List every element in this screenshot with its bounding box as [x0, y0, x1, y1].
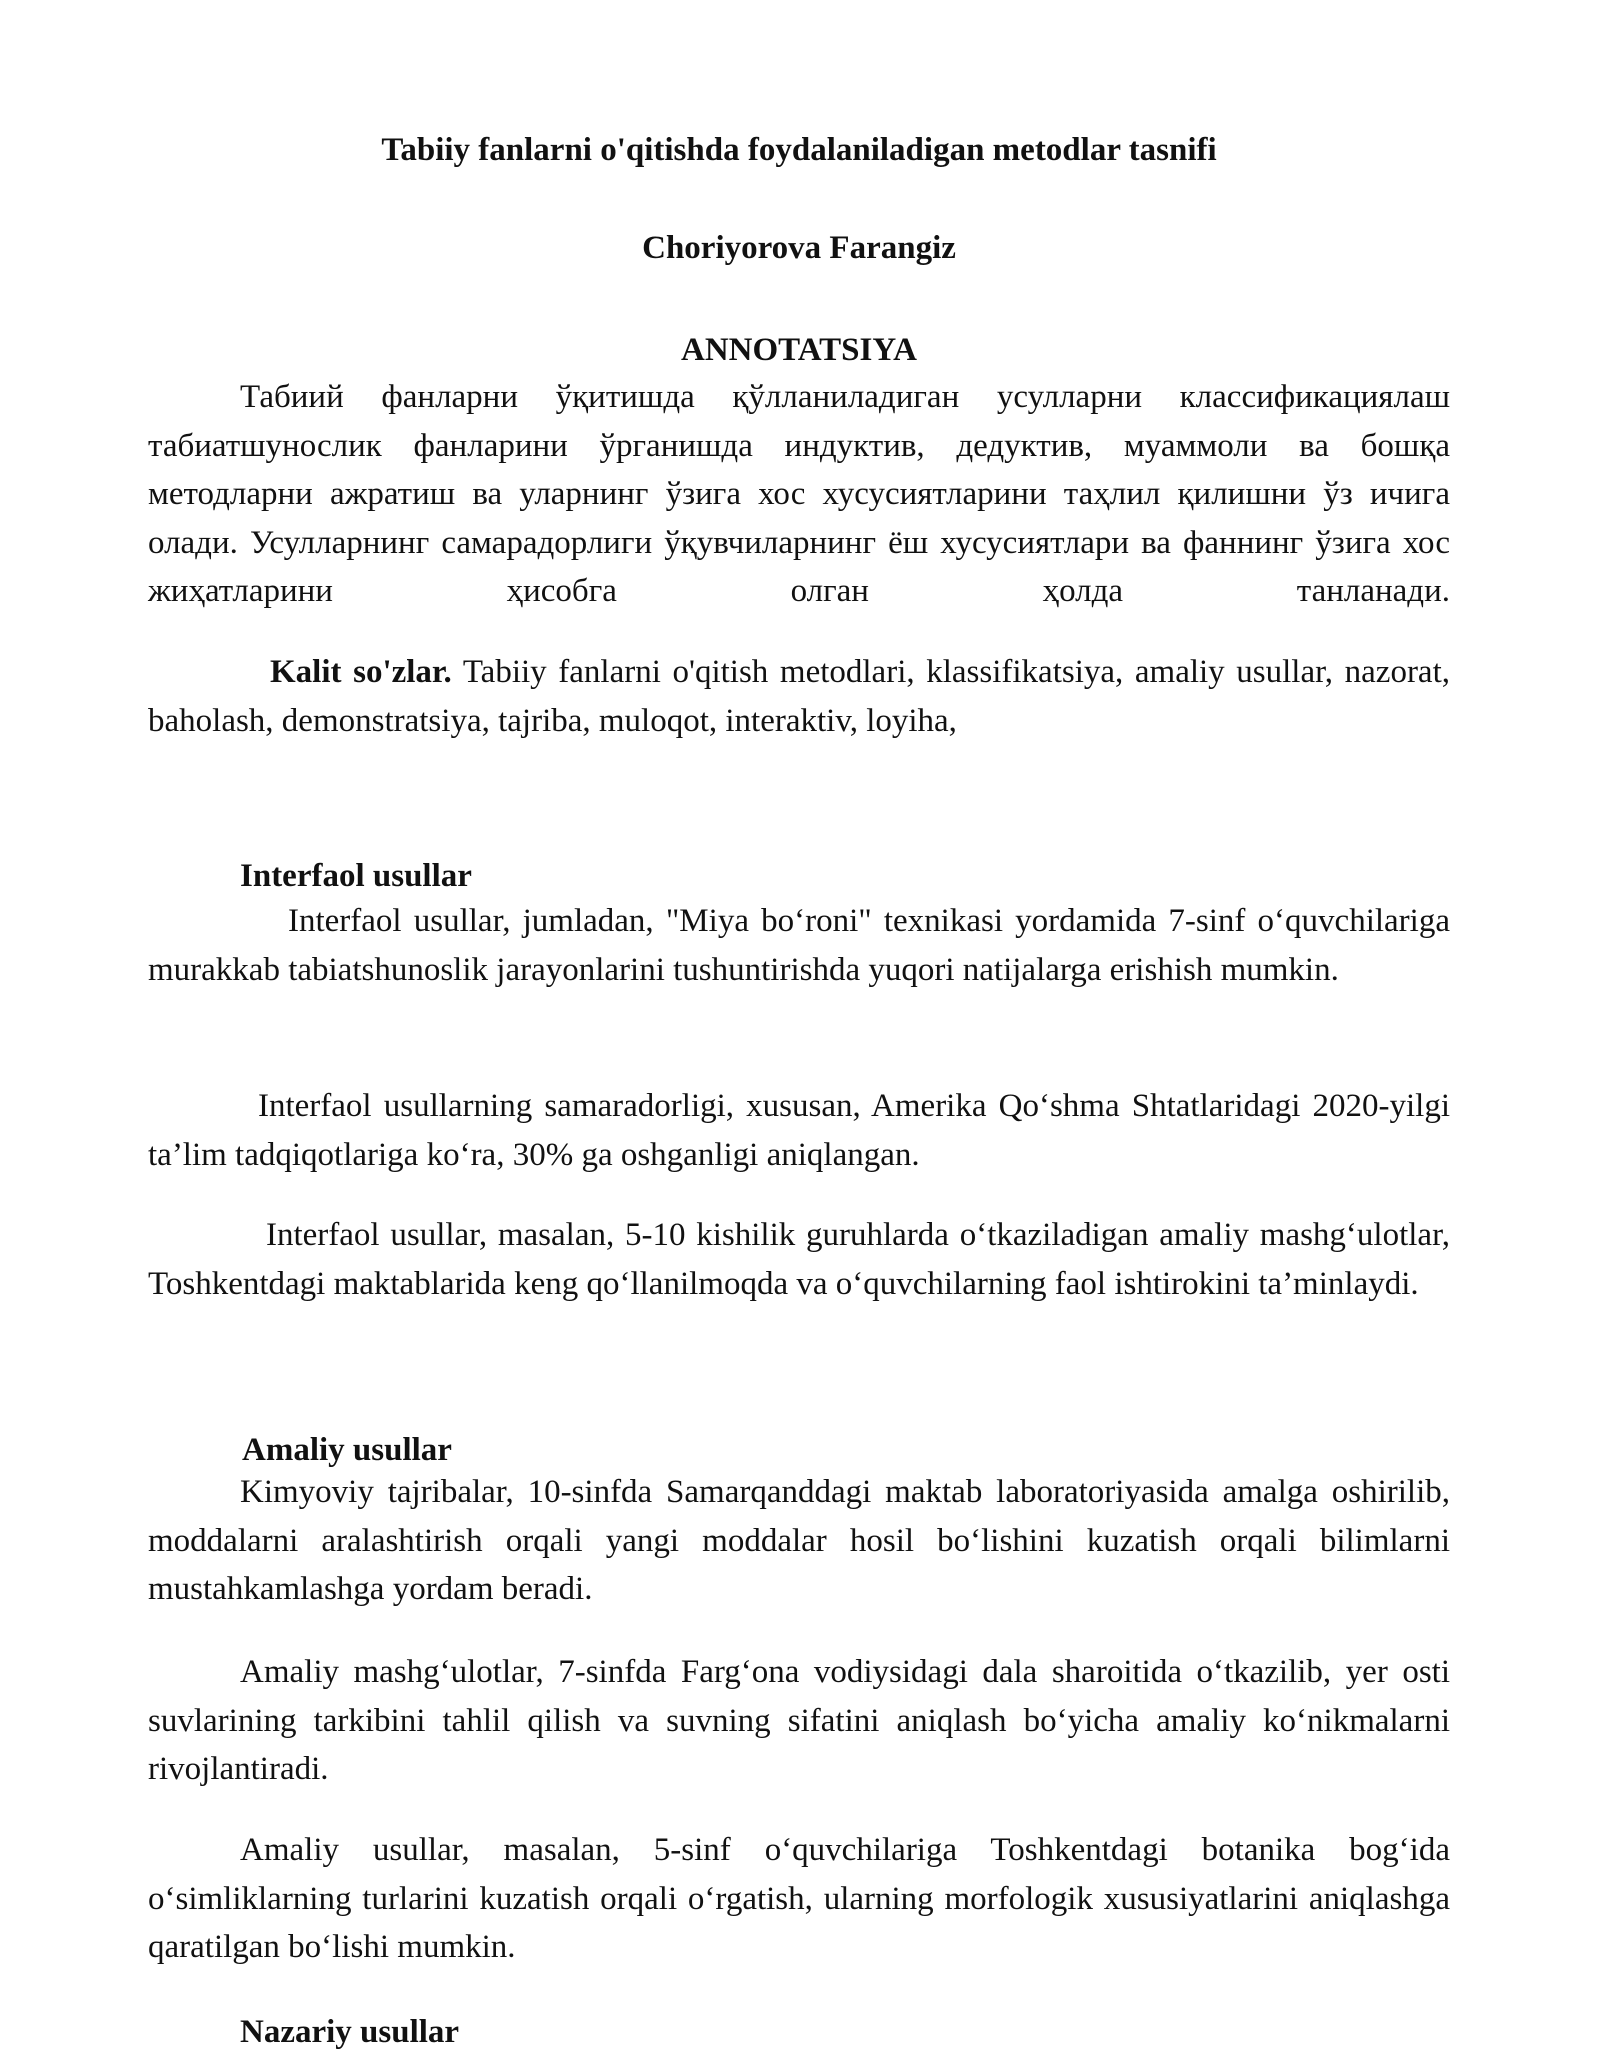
interfaol-paragraph-3: Interfaol usullar, masalan, 5-10 kishilik guruhlarda o‘tkaziladigan amaliy mashg‘ulotlar, Toshkentdagi maktablarida keng qo‘llanilmoqda va o‘quvchilarning faol ishtirokini ta’minlaydi. [148, 1217, 1450, 1302]
section-heading-nazariy: Nazariy usullar [240, 2014, 460, 2050]
annotation-heading: ANNOTATSIYA [681, 332, 917, 368]
amaliy-paragraph-1: Kimyoviy tajribalar, 10-sinfda Samarqanddagi maktab laboratoriyasida amalga oshirilib, moddalarni aralashtirish orqali yangi moddalar hosil bo‘lishini kuzatish orqali bilimlarni mustahkamlashga yordam beradi. [148, 1474, 1450, 1607]
keywords-text: Tabiiy fanlarni o'qitish metodlari, klassifikatsiya, amaliy usullar, nazorat, baholash, demonstratsiya, tajriba, muloqot, interaktiv, loyiha, [148, 654, 1450, 739]
section-heading-interfaol: Interfaol usullar [240, 858, 472, 894]
amaliy-paragraph-2: Amaliy mashg‘ulotlar, 7-sinfda Farg‘ona vodiysidagi dala sharoitida o‘tkazilib, yer osti suvlarining tarkibini tahlil qilish va suvning sifatini aniqlash bo‘yicha amaliy ko‘nikmalarni rivojlantiradi. [148, 1654, 1450, 1787]
keywords-label: Kalit so'zlar. [270, 654, 452, 690]
author-name: Choriyorova Farangiz [642, 230, 956, 266]
interfaol-paragraph-2: Interfaol usullarning samaradorligi, xususan, Amerika Qo‘shma Shtatlaridagi 2020-yilgi ta’lim tadqiqotlariga ko‘ra, 30% ga oshganligi aniqlangan. [148, 1088, 1450, 1173]
document-title: Tabiiy fanlarni o'qitishda foydalaniladigan metodlar tasnifi [381, 132, 1217, 168]
keywords-paragraph [148, 648, 1450, 745]
annotation-paragraph: Табиий фанларни ўқитишда қўлланиладиган усулларни классификациялаш табиатшунослик фанларини ўрганишда индуктив, дедуктив, муаммоли ва бошқа методларни ажратиш ва уларнинг ўзига хос хусусиятларини таҳлил қилишни ўз ичига олади. Усулларнинг самарадорлиги ўқувчиларнинг ёш хусусиятлари ва фаннинг ўзига хос жиҳатларини ҳисобга олган ҳолда танланади. [148, 379, 1450, 609]
amaliy-paragraph-3: Amaliy usullar, masalan, 5-sinf o‘quvchilariga Toshkentdagi botanika bog‘ida o‘simliklarning turlarini kuzatish orqali o‘rgatish, ularning morfologik xususiyatlarini aniqlashga qaratilgan bo‘lishi mumkin. [148, 1832, 1450, 1965]
section-heading-amaliy: Amaliy usullar [242, 1432, 452, 1468]
interfaol-paragraph-1: Interfaol usullar, jumladan, "Miya bo‘roni" texnikasi yordamida 7-sinf o‘quvchilariga murakkab tabiatshunoslik jarayonlarini tushuntirishda yuqori natijalarga erishish mumkin. [148, 903, 1450, 988]
